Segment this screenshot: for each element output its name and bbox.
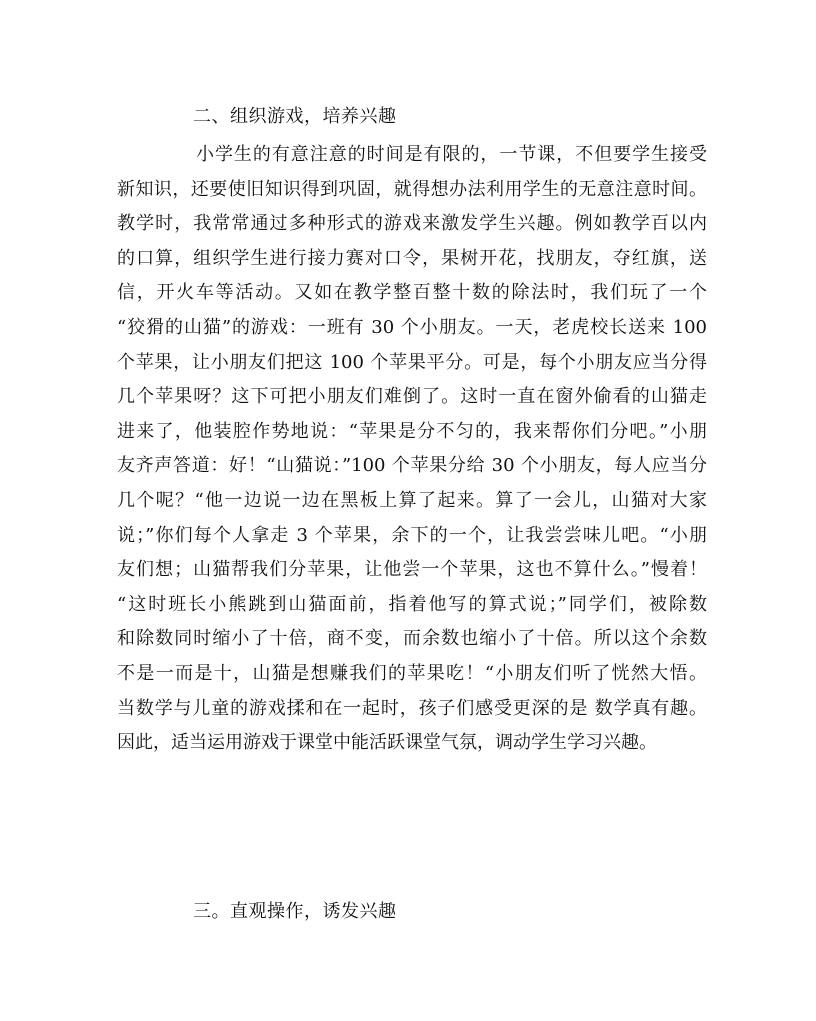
paragraph-line: 信，开火车等活动。又如在教学整百整十数的除法时，我们玩了一个 (117, 282, 707, 304)
section-heading-2: 二、组织游戏，培养兴趣 (193, 106, 397, 127)
body-paragraph (117, 138, 707, 761)
paragraph-line: “狡猾的山猫”的游戏：一班有 30 个小朋友。一天，老虎校长送来 100 (117, 316, 707, 338)
paragraph-line: 的口算，组织学生进行接力赛对口令，果树开花，找朋友，夺红旗，送 (117, 247, 707, 269)
paragraph-line: 进来了，他装腔作势地说：“苹果是分不匀的，我来帮你们分吧。”小朋 (117, 420, 707, 442)
paragraph-line: 当数学与儿童的游戏揉和在一起时，孩子们感受更深的是 数学真有趣。 (117, 697, 707, 719)
paragraph-line: 友齐声答道：好！“山猫说：”100 个苹果分给 30 个小朋友，每人应当分 (117, 455, 707, 477)
paragraph-line: 几个呢？“他一边说一边在黑板上算了起来。算了一会儿，山猫对大家 (117, 489, 707, 511)
paragraph-line: 友们想；山猫帮我们分苹果，让他尝一个苹果，这也不算什么。”慢着！ (117, 559, 707, 581)
paragraph-line: 说；”你们每个人拿走 3 个苹果，余下的一个，让我尝尝味儿吧。“小朋 (117, 524, 707, 546)
paragraph-line: 和除数同时缩小了十倍，商不变，而余数也缩小了十倍。所以这个余数 (117, 628, 707, 650)
paragraph-line: 几个苹果呀？这下可把小朋友们难倒了。这时一直在窗外偷看的山猫走 (117, 386, 707, 408)
paragraph-line: 教学时，我常常通过多种形式的游戏来激发学生兴趣。例如教学百以内 (117, 213, 707, 235)
paragraph-line: “这时班长小熊跳到山猫面前，指着他写的算式说；”同学们，被除数 (117, 593, 707, 615)
paragraph-line: 小学生的有意注意的时间是有限的，一节课，不但要学生接受 (196, 144, 707, 165)
section-heading-3: 三。直观操作，诱发兴趣 (193, 901, 397, 922)
paragraph-line: 个苹果，让小朋友们把这 100 个苹果平分。可是，每个小朋友应当分得 (117, 351, 707, 373)
paragraph-line: 因此，适当运用游戏于课堂中能活跃课堂气氛，调动学生学习兴趣。 (117, 732, 657, 754)
paragraph-line: 不是一而是十，山猫是想赚我们的苹果吃！“小朋友们听了恍然大悟。 (117, 662, 707, 684)
paragraph-line: 新知识，还要使旧知识得到巩固，就得想办法利用学生的无意注意时间。 (117, 178, 707, 200)
